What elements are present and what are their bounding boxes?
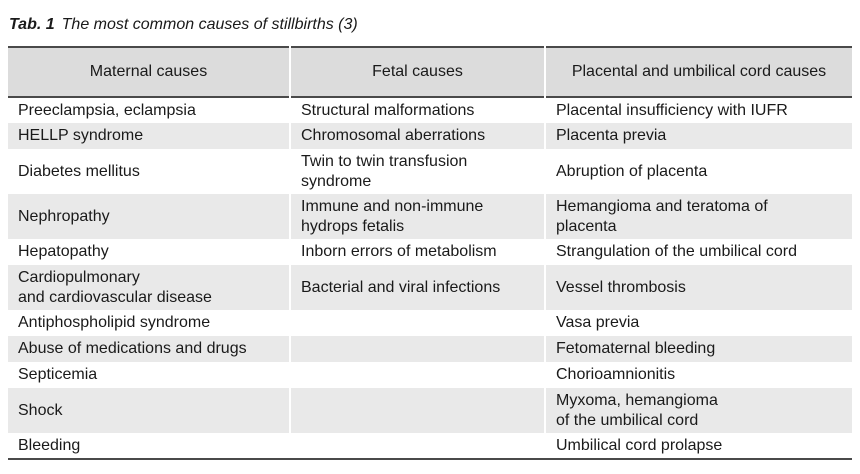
placental-cause-cell: Strangulation of the umbilical cord xyxy=(545,239,852,265)
maternal-cause-cell: Septicemia xyxy=(8,362,290,388)
causes-table-container xyxy=(8,46,852,460)
table-row xyxy=(8,336,852,362)
table-caption xyxy=(9,15,358,35)
table-row xyxy=(8,97,852,123)
maternal-cause-cell: HELLP syndrome xyxy=(8,123,290,149)
maternal-cause-cell: Diabetes mellitus xyxy=(8,149,290,194)
header-row xyxy=(8,47,852,97)
table-number: Tab. 1 xyxy=(9,16,55,33)
maternal-cause-cell: Antiphospholipid syndrome xyxy=(8,310,290,336)
placental-cause-cell: Abruption of placenta xyxy=(545,149,852,194)
maternal-cause-cell: Abuse of medications and drugs xyxy=(8,336,290,362)
maternal-cause-cell: Cardiopulmonary and cardiovascular disease xyxy=(8,265,290,310)
placental-cause-cell: Chorioamnionitis xyxy=(545,362,852,388)
maternal-cause-cell: Nephropathy xyxy=(8,194,290,239)
maternal-cause-cell: Hepatopathy xyxy=(8,239,290,265)
table-row xyxy=(8,362,852,388)
header-fetal-causes: Fetal causes xyxy=(290,47,545,97)
fetal-cause-cell: Immune and non-immune hydrops fetalis xyxy=(290,194,545,239)
table-row xyxy=(8,433,852,459)
fetal-cause-cell xyxy=(290,336,545,362)
table-row xyxy=(8,239,852,265)
maternal-cause-cell: Preeclampsia, eclampsia xyxy=(8,97,290,123)
fetal-cause-cell: Chromosomal aberrations xyxy=(290,123,545,149)
table-header xyxy=(8,47,852,97)
maternal-cause-cell: Shock xyxy=(8,388,290,433)
maternal-cause-cell: Bleeding xyxy=(8,433,290,459)
fetal-cause-cell xyxy=(290,362,545,388)
table-body xyxy=(8,97,852,459)
table-row xyxy=(8,265,852,310)
header-maternal-causes: Maternal causes xyxy=(8,47,290,97)
placental-cause-cell: Fetomaternal bleeding xyxy=(545,336,852,362)
fetal-cause-cell: Structural malformations xyxy=(290,97,545,123)
table-title: The most common causes of stillbirths (3) xyxy=(61,16,358,33)
placental-cause-cell: Vessel thrombosis xyxy=(545,265,852,310)
placental-cause-cell: Hemangioma and teratoma of placenta xyxy=(545,194,852,239)
fetal-cause-cell xyxy=(290,388,545,433)
causes-table xyxy=(8,46,852,460)
table-row xyxy=(8,310,852,336)
fetal-cause-cell: Inborn errors of metabolism xyxy=(290,239,545,265)
table-row xyxy=(8,149,852,194)
fetal-cause-cell: Bacterial and viral infections xyxy=(290,265,545,310)
table-row xyxy=(8,388,852,433)
placental-cause-cell: Vasa previa xyxy=(545,310,852,336)
fetal-cause-cell: Twin to twin transfusion syndrome xyxy=(290,149,545,194)
placental-cause-cell: Umbilical cord prolapse xyxy=(545,433,852,459)
placental-cause-cell: Myxoma, hemangioma of the umbilical cord xyxy=(545,388,852,433)
placental-cause-cell: Placental insufficiency with IUFR xyxy=(545,97,852,123)
header-placental-cord-causes: Placental and umbilical cord causes xyxy=(545,47,852,97)
placental-cause-cell: Placenta previa xyxy=(545,123,852,149)
fetal-cause-cell xyxy=(290,310,545,336)
table-row xyxy=(8,123,852,149)
table-row xyxy=(8,194,852,239)
fetal-cause-cell xyxy=(290,433,545,459)
